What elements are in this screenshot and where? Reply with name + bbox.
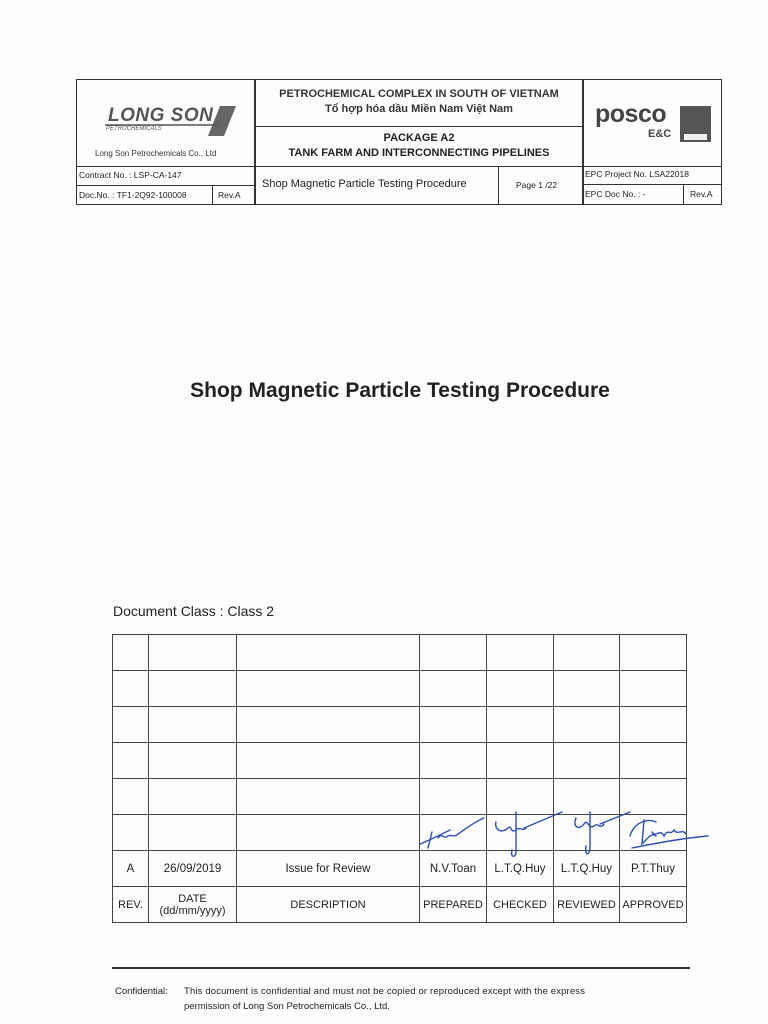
header-date <box>149 887 237 923</box>
footer-line-1: This document is confidential and must not be copied or reproduced except with the express <box>184 986 586 997</box>
package-subtitle: TANK FARM AND INTERCONNECTING PIPELINES <box>288 147 550 159</box>
signature-checked <box>496 812 562 856</box>
header-prepared: PREPARED <box>420 887 487 923</box>
header-divider <box>76 185 254 186</box>
contractor-logo-sub: E&C <box>648 128 672 140</box>
footer-rule <box>112 967 690 969</box>
client-logo-subtext: PETROCHEMICALS <box>106 126 162 132</box>
header-approved: APPROVED <box>620 887 687 923</box>
epc-revision: Rev.A <box>690 189 713 199</box>
header-reviewed: REVIEWED <box>554 887 620 923</box>
header-divider <box>76 166 722 167</box>
header-date-format: (dd/mm/yyyy) <box>159 904 226 917</box>
cell-rev: A <box>113 851 149 887</box>
header-divider <box>683 184 684 205</box>
cell-prepared: N.V.Toan <box>420 851 487 887</box>
table-header-row <box>113 887 687 923</box>
cell-approved: P.T.Thuy <box>620 851 687 887</box>
signature-reviewed <box>575 812 630 854</box>
header-rev: REV. <box>113 887 149 923</box>
package-title: PACKAGE A2 <box>383 132 455 144</box>
signature-approved <box>630 820 708 848</box>
document-class: Document Class : Class 2 <box>113 603 275 619</box>
epc-document-number: EPC Doc No. : - <box>585 189 646 199</box>
document-title-small: Shop Magnetic Particle Testing Procedure <box>262 178 467 190</box>
epc-project-number: EPC Project No. LSA22018 <box>585 169 689 179</box>
client-logo-text: LONG SON <box>108 105 214 126</box>
footer-line-2: permission of Long Son Petrochemicals Co., Ltd. <box>184 1001 390 1012</box>
page-number: Page 1 /22 <box>516 180 558 190</box>
signatures <box>412 808 712 862</box>
contractor-logo-badge-label <box>684 134 707 140</box>
table-row <box>113 743 687 779</box>
signature-prepared <box>420 818 484 848</box>
revision-table <box>112 634 687 923</box>
project-title-vi: Tổ hợp hóa dầu Miền Nam Việt Nam <box>325 103 513 115</box>
table-row <box>113 671 687 707</box>
table-row <box>113 635 687 671</box>
document-revision: Rev.A <box>218 190 241 200</box>
cell-description: Issue for Review <box>237 851 420 887</box>
footer-label: Confidential: <box>115 986 168 997</box>
table-row <box>113 707 687 743</box>
cell-reviewed: L.T.Q.Huy <box>554 851 620 887</box>
project-title-en: PETROCHEMICAL COMPLEX IN SOUTH OF VIETNAM <box>279 88 559 100</box>
header-divider <box>498 166 499 205</box>
main-title: Shop Magnetic Particle Testing Procedure <box>190 379 610 402</box>
header-divider <box>582 184 722 185</box>
client-name: Long Son Petrochemicals Co., Ltd <box>95 149 217 158</box>
header-divider <box>212 185 213 205</box>
header-date-label: DATE <box>178 892 207 905</box>
client-logo <box>100 103 240 137</box>
document-number: Doc.No. : TF1-2Q92-100008 <box>79 190 187 200</box>
header-checked: CHECKED <box>487 887 554 923</box>
header-description: DESCRIPTION <box>237 887 420 923</box>
cell-checked: L.T.Q.Huy <box>487 851 554 887</box>
cell-date: 26/09/2019 <box>149 851 237 887</box>
contract-number: Contract No. : LSP-CA-147 <box>79 170 182 180</box>
header-divider <box>254 126 582 127</box>
contractor-logo-text: posco <box>595 100 667 128</box>
